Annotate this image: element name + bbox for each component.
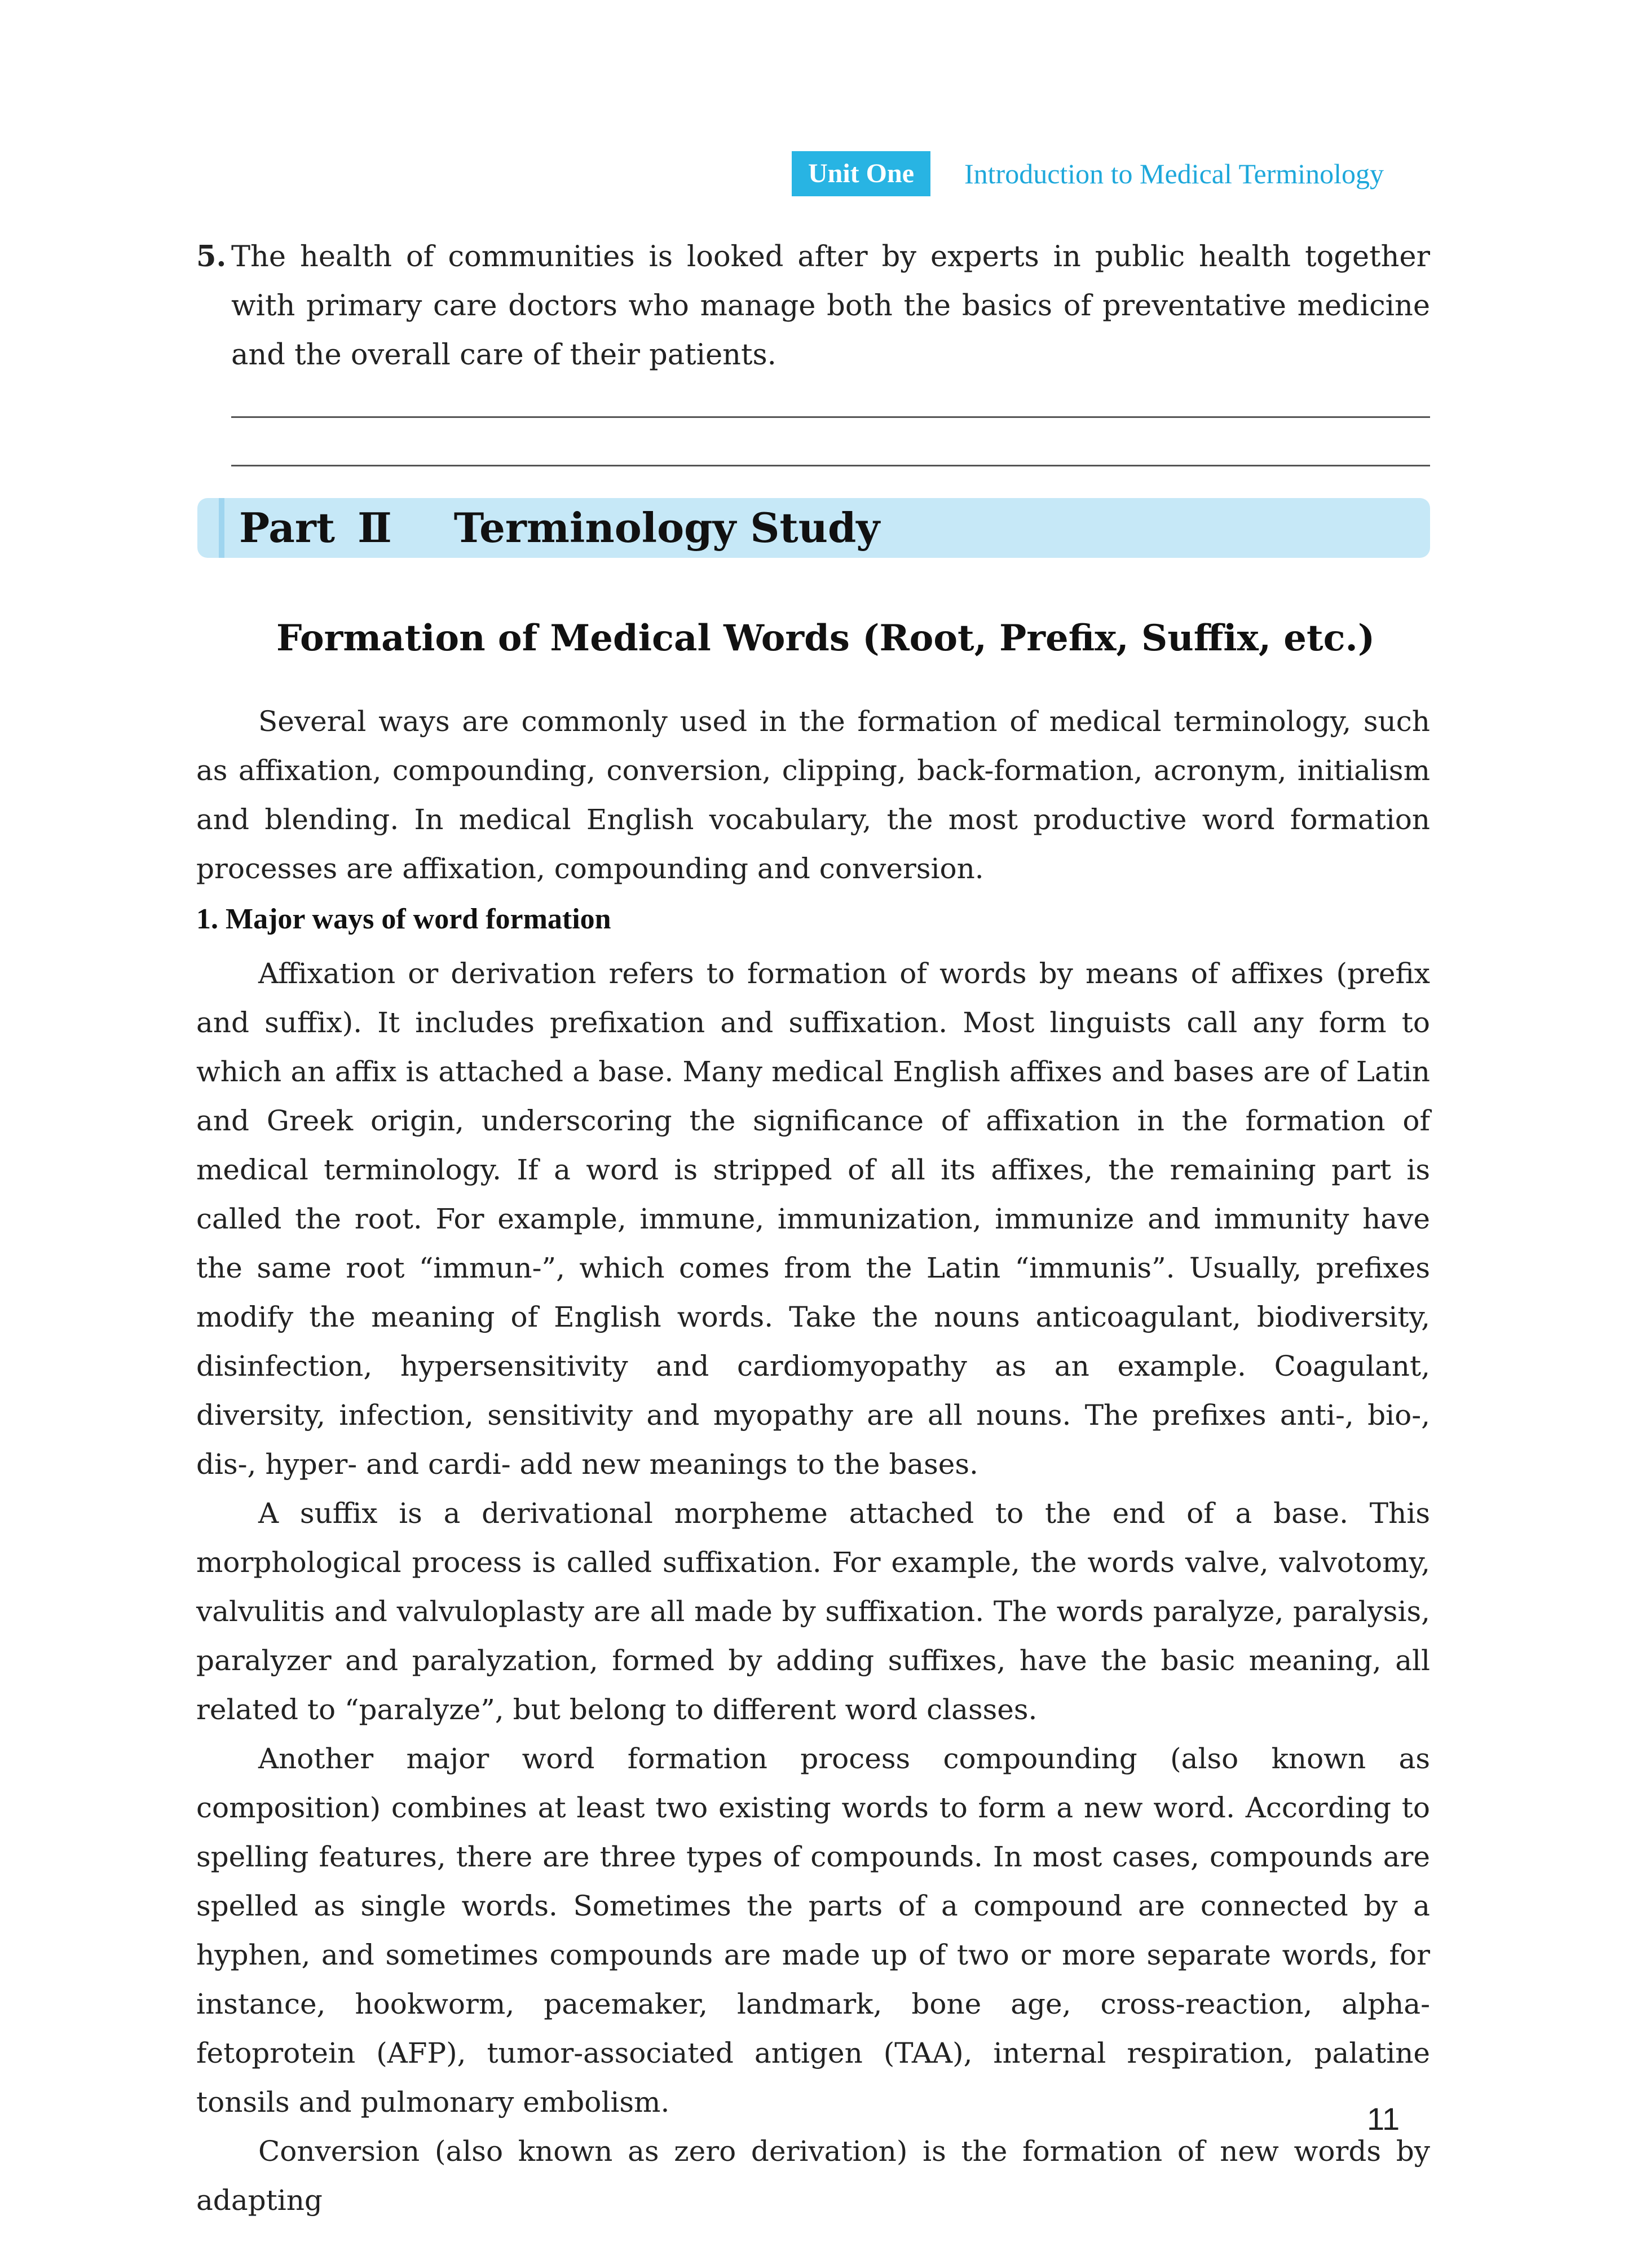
subheading: 1. Major ways of word formation: [196, 903, 611, 935]
answer-line: [231, 465, 1430, 466]
part-banner: [197, 498, 1430, 558]
intro-paragraph: Several ways are commonly used in the formation of medical terminology, such as affixation, compounding, conversion, clipping, back-formation, acronym, initialism and blending. In medical English vocabulary, the most productive word formation processes are affixation, compounding and conversion.: [196, 705, 1430, 885]
part-roman-numeral: Ⅱ: [358, 504, 392, 552]
part-heading: [239, 498, 880, 558]
running-header: [792, 151, 1430, 196]
section-title: Formation of Medical Words (Root, Prefix, Suffix, etc.): [276, 617, 1375, 659]
intro-block: [196, 697, 1430, 893]
paragraph-compounding: Another major word formation process compounding (also known as composition) combines at least two existing words to form a new word. According to spelling features, there are three types of compounds. In most cases, compounds are spelled as single words. Sometimes the parts of a compound are connected by a hyphen, and sometimes compounds are made up of two or more separate words, for instance, hookworm, pacemaker, landmark, bone age, cross-reaction, alpha-fetoprotein (AFP), tumor-associated antigen (TAA), internal respiration, palatine tonsils and pulmonary embolism.: [196, 1742, 1430, 2119]
question-number: 5.: [196, 240, 227, 274]
paragraph-suffix: A suffix is a derivational morpheme attached to the end of a base. This morphological process is called suffixation. For example, the words valve, valvotomy, valvulitis and valvuloplasty are all made by suffixation. The words paralyze, paralysis, paralyzer and paralyzation, formed by adding suffixes, have the basic meaning, all related to “paralyze”, but belong to different word classes.: [196, 1497, 1430, 1726]
page-number: 11: [1367, 2101, 1400, 2137]
header-title: Introduction to Medical Terminology: [964, 158, 1384, 190]
question-text: The health of communities is looked after by experts in public health together with primary care doctors who manage both the basics of preventative medicine and the overall care of their patients.: [231, 240, 1430, 372]
answer-line: [231, 416, 1430, 418]
unit-badge: Unit One: [792, 151, 930, 196]
part-title: Terminology Study: [453, 504, 880, 552]
paragraph-conversion: Conversion (also known as zero derivation) is the formation of new words by adapting: [196, 2135, 1430, 2217]
banner-stripe: [219, 498, 224, 558]
question-5: [196, 232, 1430, 380]
paragraph-affixation: Affixation or derivation refers to formation of words by means of affixes (prefix and suffix). It includes prefixation and suffixation. Most linguists call any form to which an affix is attached a base. Many medical English affixes and bases are of Latin and Greek origin, underscoring the significance of affixation in the formation of medical terminology. If a word is stripped of all its affixes, the remaining part is called the root. For example, immune, immunization, immunize and immunity have the same root “immun-”, which comes from the Latin “immunis”. Usually, prefixes modify the meaning of English words. Take the nouns anticoagulant, biodiversity, disinfection, hypersensitivity and cardiomyopathy as an example. Coagulant, diversity, infection, sensitivity and myopathy are all nouns. The prefixes anti-, bio-, dis-, hyper- and cardi- add new meanings to the bases.: [196, 957, 1430, 1481]
part-label: Part: [239, 504, 336, 552]
main-text: [196, 949, 1430, 2225]
